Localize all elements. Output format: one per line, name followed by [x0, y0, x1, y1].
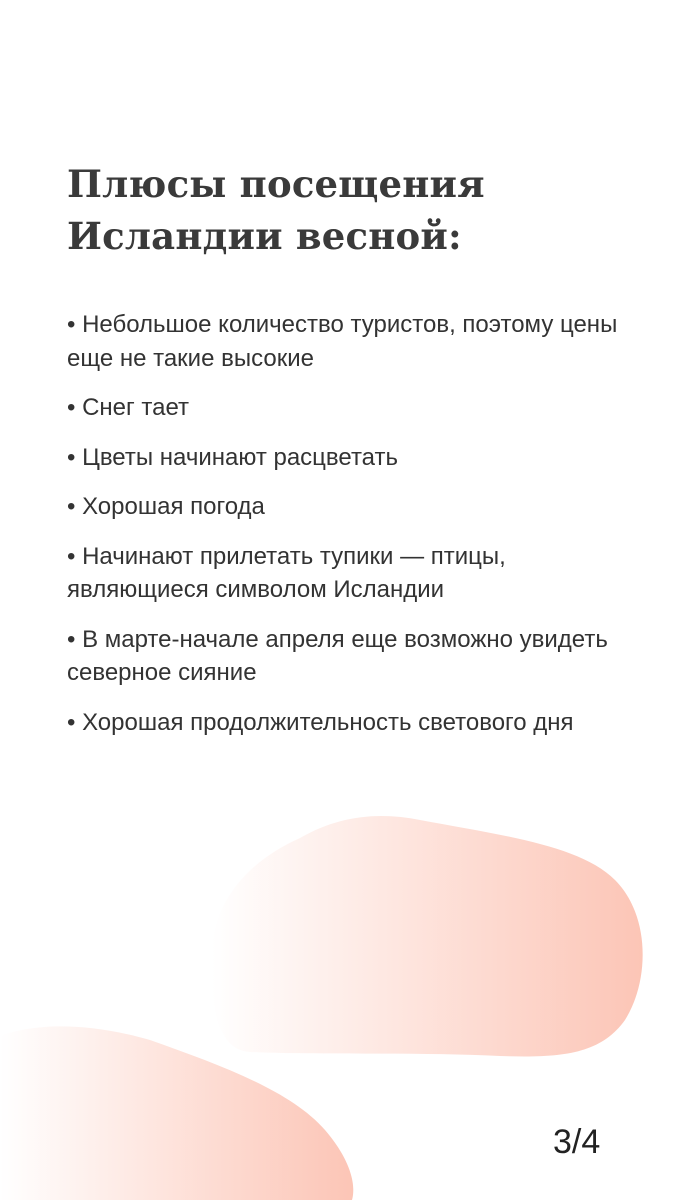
list-item: • Небольшое количество туристов, поэтому цены еще не такие высокие — [67, 311, 618, 372]
page-title: Плюсы посещения Исландии весной: — [67, 162, 485, 258]
list-item: • Начинают прилетать тупики — птицы, являющиеся символом Исландии — [67, 542, 506, 603]
page-indicator: 3/4 — [553, 1123, 601, 1161]
list-item: • Снег тает — [67, 394, 190, 421]
benefits-list — [67, 308, 627, 755]
list-item: • В марте-начале апреля еще возможно увидеть северное сияние — [67, 625, 608, 686]
list-item: • Цветы начинают расцветать — [67, 443, 398, 471]
list-item: • Хорошая погода — [67, 493, 265, 520]
list-item: • Хорошая продолжительность светового дня — [67, 708, 574, 736]
blob-top-right — [212, 816, 643, 1056]
